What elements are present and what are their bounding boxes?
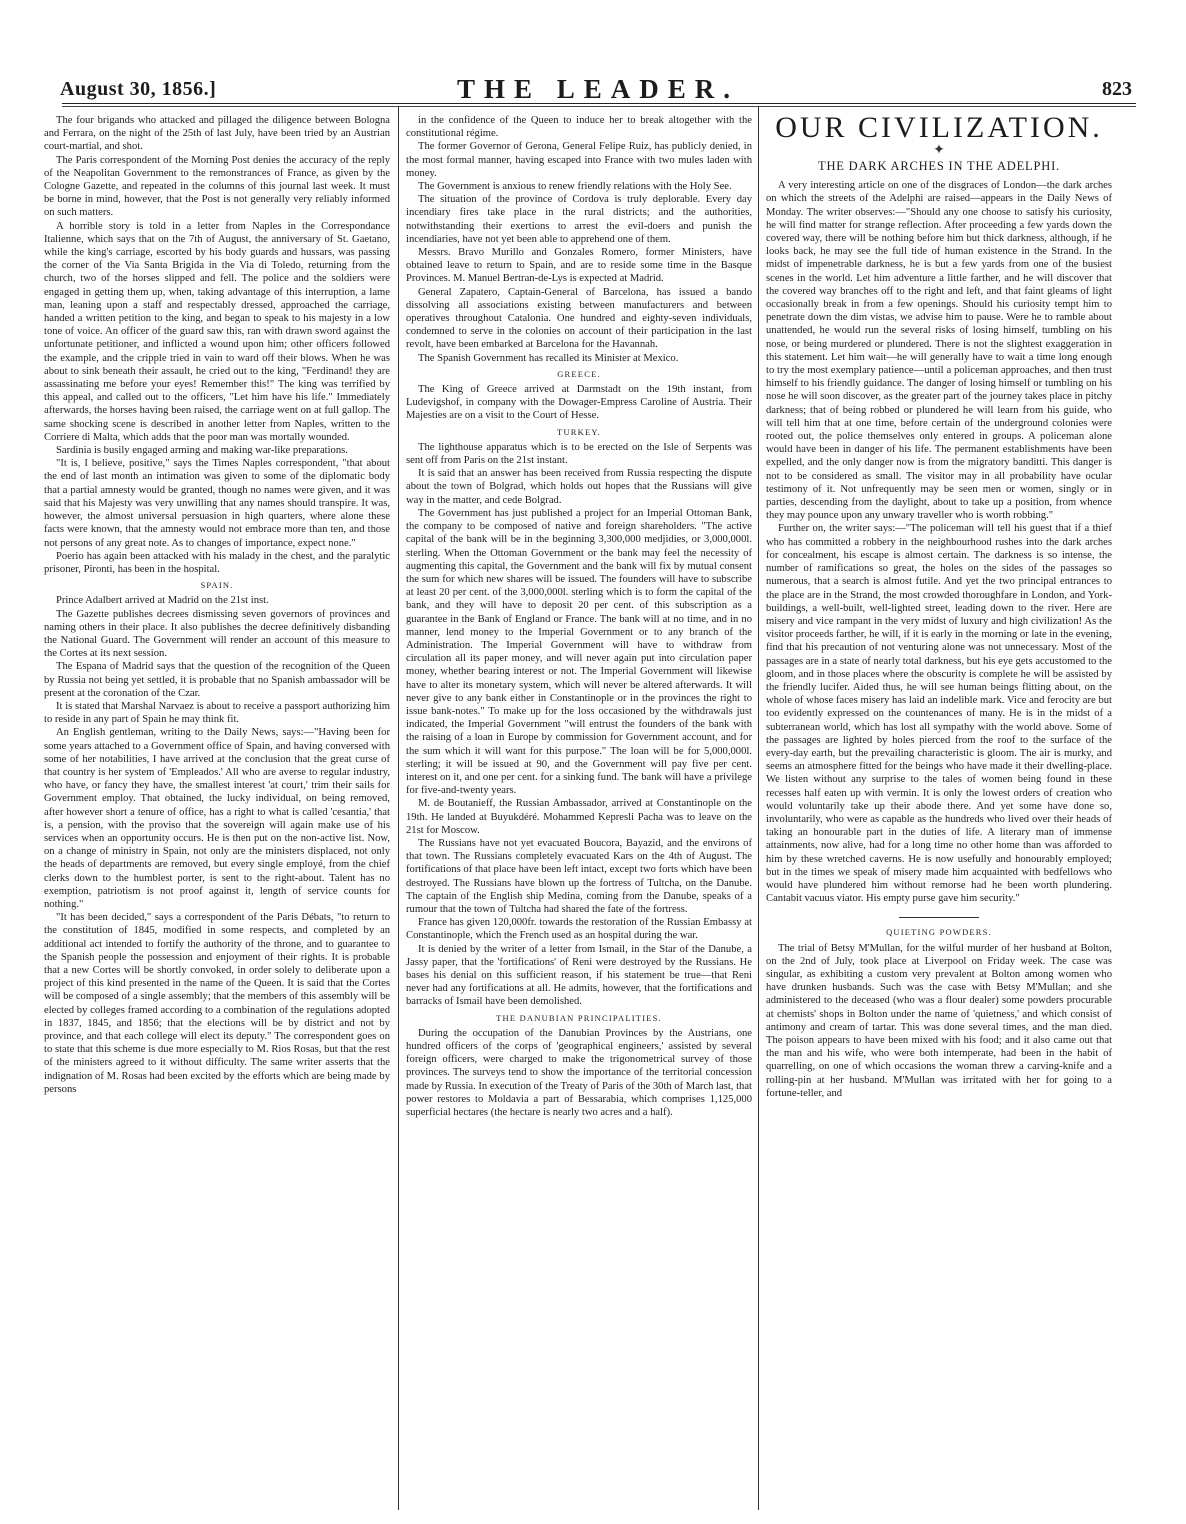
ornament-icon: ✦ [933, 143, 945, 158]
paragraph: The Espana of Madrid says that the question of the recognition of the Queen by Russia not being yet settled, it is probable that no Spanish ambassador will be present at the coronation of the Czar. [44, 661, 390, 699]
column-3 [766, 112, 1112, 1514]
column-2 [406, 114, 752, 1514]
article-dark-arches [766, 179, 1112, 905]
paragraph: The Russians have not yet evacuated Boucora, Bayazid, and the environs of that town. The Russians completely evacuated Kars on the 4th of August. The fortifications of that place have been left intact, except two forts which have been destroyed. The Russians have blown up the fortress of Tultcha, on the Danube. The captain of the English ship Medina, coming from the Danube, speaks of a rumour that the town of Tultcha had shared the fate of the fortress. [406, 837, 752, 915]
article-quieting-powders [766, 942, 1112, 1100]
paragraph: A horrible story is told in a letter from Naples in the Correspondance Italienne, which says that on the 7th of August, the anniversary of St. Gaetano, while the king's carriage, escorted by his body guards and hussars, was passing the corner of the Via Santa Brigida in the Via di Toledo, returning from the church, two of the horses slipped and fell. The police and the soldiers were engaged in getting them up, when, taking advantage of this interruption, a lame man, leaning upon a staff and respectably dressed, approached the carriage, handed a written petition to the king, and began to speak to his majesty in a low tone of voice. An officer of the guard saw this, ran with drawn sword against the unfortunate petitioner, and inflicted a wound upon him; other officers followed the example, and the cripple tried in vain to ward off their blows. When he was about to sink beneath their assault, he cried out to the king, "Ferdinand! they are assassinating me before your eyes! Remember this!" The king was terrified by this appeal, and called out to the officers, "Let him have his life." Immediately afterwards, the horses having been raised, the carriage went on at full gallop. The same shocking scene is described in another letter from Naples, written to the Corriere di Malta, which adds that the poor man was mortally wounded. [44, 220, 390, 443]
paragraph: An English gentleman, writing to the Daily News, says:—"Having been for some years attached to a Government office of Spain, and having conversed with some of her notabilities, I have arrived at the conclusion that the great curse of that country is her system of 'Empleados.' All who are averse to regular industry, who have, or fancy they have, the smallest interest 'at court,' trim their sails for Government employ. That obtained, the lucky individual, on being removed, after however short a tenure of office, has a right to what is called 'cesantia,' that is, a pension, with the proviso that the sovereign will again make use of his services when an opportunity occurs. He is then put on the non-active list. Now, on a change of ministry in Spain, not only are the ministers displaced, not only the heads of departments are removed, but every single employé, from the chief clerks down to the humblest porter, is sent to the right-about. Talent has no exemption, patriotism is not proof against it, length of service counts for nothing." [44, 727, 390, 910]
paragraph: General Zapatero, Captain-General of Barcelona, has issued a bando dissolving all associations existing between manufacturers and between operatives throughout Catalonia. One hundred and eighty-seven individuals, condemned to serve in the colonies on account of their participation in the last revolt, have been embarked at Barcelona for the Havannah. [406, 286, 752, 351]
column-1 [44, 114, 390, 1514]
section-heading: THE DANUBIAN PRINCIPALITIES. [496, 1012, 662, 1023]
paragraph: Sardinia is busily engaged arming and making war-like preparations. [56, 445, 348, 457]
masthead-rule [62, 103, 1136, 104]
page-number: 823 [1102, 78, 1132, 100]
article-title-quieting-powders: QUIETING POWDERS. [886, 927, 992, 938]
paragraph: The former Governor of Gerona, General Felipe Ruiz, has publicly denied, in the most formal manner, having escaped into France with two mules laden with money. [406, 141, 752, 179]
paragraph: It is denied by the writer of a letter from Ismail, in the Star of the Danube, a Jassy paper, that the 'fortifications' of Reni were destroyed by the Russians. He bases his denial on this sufficient reason, if his statement be true—that Reni never had any fortifications at all. He admits, however, that the fortifications and barracks of Ismail have been demolished. [406, 943, 752, 1008]
issue-date: August 30, 1856.] [60, 78, 217, 100]
paragraph: The Government has just published a project for an Imperial Ottoman Bank, the company to be composed of native and foreign shareholders. "The active capital of the bank will be in the beginning 3,300,000 medjidies, or 3,000,000l. sterling. When the Ottoman Government or the bank may feel the necessity of augmenting this capital, the Government and the bank will fix by mutual consent the sum for which new shares will be issued. The founders will have to subscribe at least 20 per cent. of the 3,000,000l. sterling which is to form the capital of the bank, and they will have to deposit 20 per cent. of this subscription as a guarantee in the Bank of England or France. The bank will at no time, and in no manner, lend money to the Imperial Government or to any branch of the Administration. The Imperial Government will have to withdraw from circulation all its paper money, and will never again put into circulation paper money, whether bearing interest or not. The Imperial Government will likewise have to alter its monetary system, which will never be altered afterwards. It will never give to any bank either in Constantinople or in the provinces the right to issue bank-notes." To make up for the loss occasioned by the withdrawals just indicated, the Imperial Government "will entrust the founders of the bank with the raising of a loan in Europe by commission for Government account, and for the sum which it will want for this purpose." The loan will be for 5,000,000l. sterling; it will be issued at 90, and the Government will pay five per cent. interest on it, and one per cent. for a sinking fund. The bank will have a privilege for five-and-twenty years. [406, 507, 752, 797]
article-title-dark-arches: THE DARK ARCHES IN THE ADELPHI. [818, 159, 1060, 173]
paragraph: Prince Adalbert arrived at Madrid on the 21st inst. [56, 595, 269, 607]
paragraph: "It has been decided," says a correspondent of the Paris Débats, "to return to the constitution of 1845, modified in some respects, and completed by an additional act intended to fortify the authority of the throne, and to guarantee to the Spanish people the possession and enjoyment of their rights. It is probable that a new Cortes will be shortly convoked, in order solely to deliberate upon a project of this kind presented in the name of the Queen. It is said that the Cortes will be composed of a single assembly; that the members of this assembly will be elected by colleges framed according to a combination of the regulations adopted in 1837, 1845, and 1856; that the elections will be by district and not by province, and that each college will elect its deputy." The correspondent goes on to state that this scheme is due more especially to M. Rios Rosas, but that the rest of the ministers agreed to it without difficulty. The same writer asserts that the indignation of M. Rosas had been excited by the efforts which are being made by persons [44, 912, 390, 1095]
paragraph: in the confidence of the Queen to induce her to break altogether with the constitutional régime. [406, 115, 752, 140]
newspaper-title: THE LEADER. [456, 74, 740, 104]
section-heading: TURKEY. [557, 426, 601, 437]
paragraph: M. de Boutanieff, the Russian Ambassador, arrived at Constantinople on the 19th. He landed at Buyukdéré. Mohammed Kepresli Pacha was to leave on the 21st for Moscow. [406, 798, 752, 836]
section-title: OUR CIVILIZATION. [775, 112, 1103, 144]
paragraph: France has given 120,000fr. towards the restoration of the Russian Embassy at Constantinople, which the French used as an hospital during the war. [406, 917, 752, 942]
paragraph: Poerio has again been attacked with his malady in the chest, and the paralytic prisoner, Pironti, has been in the hospital. [44, 550, 390, 575]
paragraph: The situation of the province of Cordova is truly deplorable. Every day incendiary fires take place in the rural districts; and the authorities, notwithstanding their exertions to arrest the evil-doers and punish the incendiaries, have not yet been able to apprehend one of them. [406, 194, 752, 245]
section-heading: SPAIN. [200, 580, 234, 591]
column-divider-1 [398, 106, 399, 1510]
paragraph: "It is, I believe, positive," says the Times Naples correspondent, "that about the end of last month an intimation was given to some of the diplomatic body that a partial amnesty would be granted, though no names were given, and it was said that his Majesty was very unwilling that any names should transpire. It was, however, the almost universal persuasion in high quarters, where alone these facts were known, that the amnesty would not embrace more than ten, and those not persons of any great note. As to changes of importance, expect none." [44, 458, 390, 549]
paragraph: The Government is anxious to renew friendly relations with the Holy See. [418, 181, 732, 193]
paragraph: The Paris correspondent of the Morning Post denies the accuracy of the reply of the Neapolitan Government to the remonstrances of France, as given by the Cologne Gazette, and repeated in the columns of this journal last week. It must be borne in mind, however, that the Post is not generally very reliably informed on such matters. [44, 154, 390, 219]
masthead-rule-thin [62, 106, 1136, 107]
paragraph: Further on, the writer says:—"The policeman will tell his guest that if a thief who has committed a robbery in the neighbourhood rushes into the dark arches for concealment, his escape is almost certain. The darkness is so intense, the number of ramifications so great, the holes on the sides of the passages so numerous, that a search is almost futile. And yet the two principal entrances to the place are in the Strand, the most crowded thoroughfare in London, and York-buildings, a well-built, well-lighted street, leading down to the river. Here are misery and vice rampant in the very midst of luxury and high civilization! As the visitor proceeds farther, he will, if it is early in the morning or late in the evening, find that his precaution of not venturing alone was not unnecessary. Most of the passages are in a state of nearly total darkness, but his eye gets accustomed to the gloom, and in those places where the obscurity is complete he will be assisted by the friendly lucifer. Aided thus, he will see human beings flitting about, on the whole of whose faces misery has laid an indelible mark. Vice and ferocity are but too evidently expressed on the countenances of many. He is in the midst of a subterranean world, which has lost all sympathy with the world above. Some of the passages are lighted by holes pierced from the roof to the surface of the every-day earth, but the prevailing characteristic is gloom. The air is murky, and seems an atmosphere fitted for the beings who have made it their dwelling-place. We listen without any surprise to the tales of women being found in these recesses half eaten up with vermin. It is only the lowest orders of creation who would voluntarily take up their abode there. And yet some have done so, involuntarily, who were as capable as the hundreds who lived over their heads of taking an honourable part in the duties of life. A literary man of immense attainments, now alive, had for a long time no other home than was afforded to him by these wretched caverns. He is now usefully and honourably employed; but in the times we speak of misery made him acquainted with bedfellows who would have plundered him without remorse had he been worth plundering. Cantabit vacuus viator. His empty purse gave him security." [766, 523, 1112, 905]
paragraph: The Spanish Government has recalled its Minister at Mexico. [418, 352, 679, 364]
paragraph: The Gazette publishes decrees dismissing seven governors of provinces and naming others in their place. It also publishes the decree definitively disbanding the National Guard. The Government will render an account of this measure to the Cortes at its next session. [44, 608, 390, 660]
paragraph: It is said that an answer has been received from Russia respecting the dispute about the town of Bolgrad, which holds out hopes that the Russians will give way in the matter, and cede Bolgrad. [406, 468, 752, 506]
column-divider-2 [758, 106, 759, 1510]
paragraph: A very interesting article on one of the disgraces of London—the dark arches on which the streets of the Adelphi are raised—appears in the Daily News of Monday. The writer observes:—"Should any one choose to satisfy his curiosity, he will find matter for strange reflection. After proceeding a few yards down the covered way, there will be nothing before him but thick darkness, although, if he looks back, he may see the full tide of human existence in the Strand. In the midst of impenetrable darkness, he is but a few yards from one of the busiest scenes in the world. Let him adventure a little farther, and he will discover that the covered way branches off to the right and left, and that faint gleams of light occasionally break in from a few openings. Should his curiosity tempt him to penetrate down the dim vistas, we advise him to pause. Were he to ramble about unattended, he would run the several risks of losing himself, tumbling on his nose, or being murdered or plundered. There is not the slightest exaggeration in this statement. Let him wait—he will generally have to wait a time long enough to try the most exemplary patience—until a policeman approaches, and then trust himself to his friendly guidance. The danger of losing himself or tumbling on his nose he will soon discover, as the greater part of the journey takes place in pitchy darkness; that of being robbed or plundered he will learn from his guide, who will tell him that at one time, before certain of the underground colonies were rooted out, the police themselves only entered in groups. A policeman alone would have been in danger of his life. The permanent establishments have been expelled, and the only danger now is from the migratory banditti. This danger is not to be considered as small. The visitor may in all probability have ocular testimony of it. Not unfrequently may be seen men or women, singly or in parties, descending from the daylight, about to take up a position, from whence they may pounce upon any unwary traveller who is worth robbing." [766, 180, 1112, 522]
paragraph: Messrs. Bravo Murillo and Gonzales Romero, former Ministers, have obtained leave to return to Spain, and are to reside some time in the Basque Provinces. M. Manuel Bertran-de-Lys is expected at Madrid. [406, 247, 752, 285]
paragraph: It is stated that Marshal Narvaez is about to receive a passport authorizing him to reside in any part of Spain he may think fit. [44, 700, 390, 726]
paragraph: The trial of Betsy M'Mullan, for the wilful murder of her husband at Bolton, on the 2nd of July, took place at Liverpool on Friday week. The case was singular, as exhibiting a custom very prevalent at Bolton among women who have drunken husbands. Such was the case with Betsy M'Mullan; and she administered to the deceased (who was a flour dealer) some powders procurable at chemists' shops in Bolton under the name of 'quietness,' and which consist of antimony and cream of tartar. This was done several times, and the man died. The poison appears to have been mixed with his food; and it also came out that the man and his wife, who were both intemperate, had been in the habit of quarrelling, on one of which occasions the woman threw a carving-knife and a rolling-pin at her husband. M'Mullan was irritated with her for going to a fortune-teller, and [766, 942, 1112, 1099]
paragraph: The four brigands who attacked and pillaged the diligence between Bologna and Ferrara, on the night of the 25th of last July, have been tried by an Austrian court-martial, and shot. [44, 115, 390, 153]
section-heading: GREECE. [557, 368, 601, 379]
paragraph: The King of Greece arrived at Darmstadt on the 19th instant, from Ludevigshof, in company with the Dowager-Empress Caroline of Austria. Their Majesties are on a visit to the Court of Hesse. [406, 384, 752, 422]
article-separator [899, 917, 979, 918]
masthead [58, 72, 1138, 106]
paragraph: The lighthouse apparatus which is to be erected on the Isle of Serpents was sent off from Paris on the 21st instant. [406, 441, 752, 467]
paragraph: During the occupation of the Danubian Provinces by the Austrians, one hundred officers of the corps of 'geographical engineers,' assisted by several foreign officers, were charged to make the trigonometrical survey of those provinces. The surveys tend to show the importance of the territorial concession made by Russia. In execution of the Treaty of Paris of the 30th of March last, that power restores to Moldavia a part of Bessarabia, which comprises 1,125,000 superficial hectares (the hectare is nearly two acres and a half). [406, 1027, 752, 1119]
